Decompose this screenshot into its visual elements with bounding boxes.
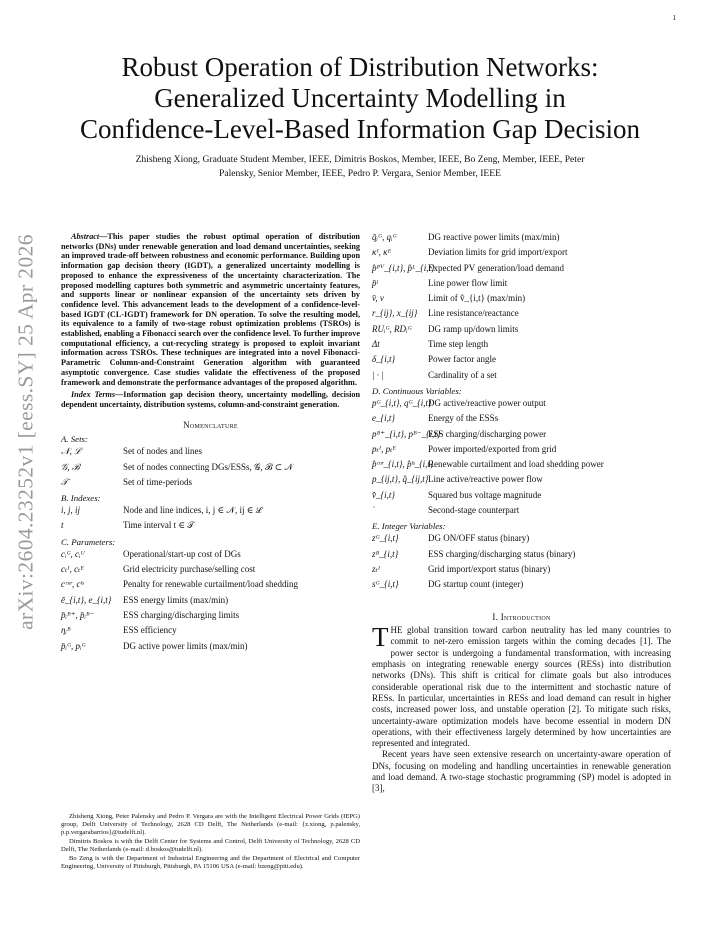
nomenclature-row xyxy=(372,579,671,594)
nomenclature-symbol: p̂ᶜᵘʳ_{i,t}, p̂ˡˢ_{i,t} xyxy=(372,459,434,470)
nomenclature-symbol: zₜᴵ xyxy=(372,563,381,574)
nomenclature-description: Line resistance/reactance xyxy=(428,308,519,319)
nomenclature-description: Time interval t ∈ 𝒯 xyxy=(123,520,195,531)
nomenclature-description: Power factor angle xyxy=(428,354,496,365)
nomenclature-row xyxy=(61,625,360,640)
nomenclature-row xyxy=(61,549,360,564)
arxiv-stamp xyxy=(4,222,48,642)
nomenclature-row xyxy=(372,444,671,459)
nomenclature-description: ESS charging/discharging power xyxy=(428,428,547,439)
nomenclature-row xyxy=(372,398,671,413)
nomenclature-symbol: p̄ᵢᴳ, pᵢᴳ xyxy=(61,640,86,651)
nomenclature-symbol: zᴮ_{i,t} xyxy=(372,548,399,559)
intro-text-1: global transition toward carbon neutrality has led many countries to commit to net-zero emission targets within the coming decades [1]. The power sector is undergoing a fundamental transformation, with increasing emphasis on integrating renewable energy sources (RESs) into distribution networks (DNs). This shift is critical for climate goals but also introduces considerable operational risk due to the intermittent and stochastic nature of RESs. In particular, uncertainties in RESs and load demand can result in higher costs, increased power loss, and unstable operation [2]. To mitigate such risks, uncertainty-aware optimization models have become essential in modern DN operations, with their effectiveness largely determined by how uncertainties are represented and integrated. xyxy=(372,625,671,749)
nomenclature-symbol: p̄ˡ xyxy=(372,277,378,288)
nomenclature-row xyxy=(61,641,360,656)
nomenclature-description: ESS efficiency xyxy=(123,625,177,636)
nomenclature-symbol: sᴳ_{i,t} xyxy=(372,579,399,590)
author-list xyxy=(48,153,672,180)
nomenclature-symbol: p̄ᵢᴮ⁺, p̄ᵢᴮ⁻ xyxy=(61,609,95,620)
nomenclature-symbol: | · | xyxy=(372,369,384,380)
nomenclature-description: Line power flow limit xyxy=(428,277,508,288)
nomenclature-symbol: 𝒢, ℬ xyxy=(61,461,80,472)
nomenclature-symbol: p_{ij,t}, q̂_{ij,t} xyxy=(372,474,429,485)
nomenclature-symbol: t xyxy=(61,520,64,531)
nomenclature-symbol: cᵢᴳ, cᵢᵁ xyxy=(61,548,85,559)
nomenclature-row xyxy=(372,293,671,308)
nomenclature-row xyxy=(372,339,671,354)
nomenclature-subheading: A. Sets: xyxy=(61,434,88,445)
nomenclature-description: Operational/start-up cost of DGs xyxy=(123,548,241,559)
nomenclature-subheading: E. Integer Variables: xyxy=(372,521,446,532)
nomenclature-description: Squared bus voltage magnitude xyxy=(428,489,542,500)
right-column xyxy=(372,232,671,795)
nomenclature-symbol: pᴳ_{i,t}, qᴳ_{i,t} xyxy=(372,397,432,408)
index-terms-text: Information gap decision theory, uncertainty modelling, decision dependent uncertainty, distribution systems, column-and-constraint generation. xyxy=(61,390,360,409)
nomenclature-row xyxy=(61,505,360,520)
nomenclature-symbol: ηᵢᴮ xyxy=(61,625,71,636)
nomenclature-row xyxy=(372,324,671,339)
nomenclature-row xyxy=(61,520,360,535)
nomenclature-row xyxy=(61,477,360,492)
footnote: Dimitris Boskos is with the Delft Center for Systems and Control, Delft University of Technology, 2628 CD Delft, The Netherlands (e-mail: d.boskos@tudelft.nl). xyxy=(61,838,360,853)
nomenclature-symbol: p̂ᴾⱽ_{i,t}, p̂ᴸ_{i,t} xyxy=(372,262,435,273)
nomenclature-row xyxy=(372,429,671,444)
nomenclature-symbol: δ_{i,t} xyxy=(372,354,396,365)
nomenclature-symbol: q̄ᵢᴳ, qᵢᴳ xyxy=(372,232,397,242)
nomenclature-symbol: pₜᴵ, pₜᴱ xyxy=(372,443,396,454)
nomenclature-symbol: ˙ xyxy=(372,505,375,516)
nomenclature-description: Line active/reactive power flow xyxy=(428,474,543,485)
nomenclature-symbol: Δt xyxy=(372,339,380,350)
nomenclature-row xyxy=(372,533,671,548)
nomenclature-row xyxy=(61,564,360,579)
footnote: Zhisheng Xiong, Peter Palensky and Pedro P. Vergara are with the Intelligent Electrical Power Grids (IEPG) group, Delft University of Technology, 2628 CD Delft, The Netherlands (e-mail: {z.xiong, p.palensky, p.p.vergarabarrios}@tudelft.nl). xyxy=(61,813,360,836)
nomenclature-row xyxy=(372,413,671,428)
nomenclature-description: ESS energy limits (max/min) xyxy=(123,594,229,605)
nomenclature-row xyxy=(372,278,671,293)
nomenclature-row xyxy=(61,446,360,461)
nomenclature-row xyxy=(372,474,671,489)
nomenclature-description: Grid electricity purchase/selling cost xyxy=(123,564,256,575)
nomenclature-description: Power imported/exported from grid xyxy=(428,443,557,454)
nomenclature-row xyxy=(61,595,360,610)
nomenclature-description: DG active power limits (max/min) xyxy=(123,640,248,651)
abstract xyxy=(61,232,360,387)
intro-heading-text: I. Introduction xyxy=(492,611,551,622)
nomenclature-description: Energy of the ESSs xyxy=(428,413,499,424)
nomenclature-row xyxy=(372,247,671,262)
intro-paragraph-1 xyxy=(372,622,671,749)
nomenclature-description: Set of nodes and lines xyxy=(123,446,202,457)
nomenclature-symbol: RUᵢᴳ, RDᵢᴳ xyxy=(372,323,412,334)
nomenclature-description: DG ON/OFF status (binary) xyxy=(428,533,530,544)
nomenclature-symbol: i, j, ij xyxy=(61,505,81,516)
nomenclature-heading: Nomenclature xyxy=(183,419,238,430)
nomenclature-description: DG reactive power limits (max/min) xyxy=(428,232,560,242)
nomenclature-row xyxy=(372,308,671,323)
nomenclature-right xyxy=(372,232,671,595)
author-line: Zhisheng Xiong, Graduate Student Member, IEEE, Dimitris Boskos, Member, IEEE, Bo Zeng, Member, IEEE, Peter xyxy=(135,154,585,165)
nomenclature-description: Deviation limits for grid import/export xyxy=(428,247,568,258)
nomenclature-description: Grid import/export status (binary) xyxy=(428,563,551,574)
title-line: Generalized Uncertainty Modelling in xyxy=(154,83,566,113)
nomenclature-description: DG startup count (integer) xyxy=(428,579,524,590)
nomenclature-symbol: ē_{i,t}, e_{i,t} xyxy=(61,594,112,605)
nomenclature-row xyxy=(372,490,671,505)
nomenclature-description: Penalty for renewable curtailment/load shedding xyxy=(123,579,298,590)
nomenclature-description: Cardinality of a set xyxy=(428,369,497,380)
nomenclature-row xyxy=(372,564,671,579)
title-line: Robust Operation of Distribution Networks: xyxy=(121,52,599,82)
abstract-text: This paper studies the robust optimal operation of distribution networks (DNs) under renewable generation and load demand uncertainties, seeking an improved trade-off between robustness and economic performance. Building upon information gap decision theory (IGDT), a generalized uncertainty modelling is proposed to enhance the expressiveness of the uncertainty characterization. The proposed modelling captures both symmetric and asymmetric uncertainty features, and supports linear or nonlinear expansion of the uncertainty sets driven by confidence level. This advancement leads to the development of a confidence-level-based IGDT (CL-IGDT) framework for DN operation. To solve the resulting model, its equivalence to a family of two-stage robust optimization problems (TSROs) is established, enabling a Fibonacci search over the confidence level. To further improve computational efficiency, a cut-recycling strategy is proposed to exploit invariant information across TSROs. These techniques are integrated into a novel Fibonacci-Parametric Column-and-Constraint Generation algorithm with guaranteed asymptotic convergence. Case studies validate the effectiveness of the proposed framework and demonstrate the performance advantages of the proposed algorithm. xyxy=(61,232,360,387)
nomenclature-description: DG active/reactive power output xyxy=(428,397,546,408)
abstract-label: Abstract— xyxy=(71,232,108,241)
nomenclature-subheading: D. Continuous Variables: xyxy=(372,385,462,396)
nomenclature-description: Time step length xyxy=(428,339,489,350)
nomenclature-row xyxy=(372,459,671,474)
drop-cap: T xyxy=(372,622,389,653)
left-column xyxy=(61,232,360,656)
nomenclature-symbol: pᴮ⁺_{i,t}, pᴮ⁻_{i,t} xyxy=(372,428,441,439)
nomenclature-row xyxy=(372,370,671,385)
nomenclature-subheading: C. Parameters: xyxy=(61,536,116,547)
nomenclature-description: Set of nodes connecting DGs/ESSs, 𝒢, ℬ ⊂ 𝒩 xyxy=(123,461,294,472)
nomenclature-description: Set of time-periods xyxy=(123,476,192,487)
nomenclature-row xyxy=(372,354,671,369)
nomenclature-description: ESS charging/discharging status (binary) xyxy=(428,548,576,559)
nomenclature-description: Node and line indices, i, j ∈ 𝒩, ij ∈ ℒ xyxy=(123,505,263,516)
intro-first-word: HE xyxy=(390,625,403,636)
nomenclature-row xyxy=(372,549,671,564)
nomenclature-row xyxy=(61,579,360,594)
footnote: Bo Zeng is with the Department of Industrial Engineering and the Department of Electrical and Computer Engineering, University of Pittsburgh, Pittsburgh, PA 15106 USA (e-mail: bzeng@pitt.edu). xyxy=(61,855,360,870)
arxiv-stamp-text: arXiv:2604.23252v1 [eess.SY] 25 Apr 2026 xyxy=(13,234,38,630)
title-line: Confidence-Level-Based Information Gap Decision xyxy=(79,114,641,144)
nomenclature-row xyxy=(372,232,671,247)
section-heading-introduction xyxy=(372,612,671,623)
nomenclature-description: ESS charging/discharging limits xyxy=(123,609,240,620)
nomenclature-row xyxy=(61,610,360,625)
author-line: Palensky, Senior Member, IEEE, Pedro P. Vergara, Senior Member, IEEE xyxy=(218,167,501,179)
nomenclature-subheading: B. Indexes: xyxy=(61,493,101,504)
nomenclature-symbol: v̂_{i,t} xyxy=(372,489,395,500)
nomenclature-description: DG ramp up/down limits xyxy=(428,323,519,334)
nomenclature-row xyxy=(372,505,671,520)
nomenclature-description: Second-stage counterpart xyxy=(428,505,520,516)
intro-paragraph-2: Recent years have seen extensive research on uncertainty-aware operation of DNs, focusing on modeling and handling uncertainties in renewable generation and load demand. A two-stage stochastic programming (SP) model is adopted in [3], xyxy=(372,749,671,794)
nomenclature-symbol: cᶜᵘʳ, cˡˢ xyxy=(61,579,84,590)
paper-title xyxy=(40,52,680,145)
index-terms xyxy=(61,390,360,409)
nomenclature-description: Expected PV generation/load demand xyxy=(428,262,565,273)
nomenclature-symbol: r_{ij}, x_{ij} xyxy=(372,308,418,319)
nomenclature-symbol: zᴳ_{i,t} xyxy=(372,533,399,544)
nomenclature-symbol: 𝒩, ℒ xyxy=(61,446,81,457)
index-terms-label: Index Terms— xyxy=(71,390,124,400)
nomenclature-row xyxy=(372,263,671,278)
nomenclature-description: Renewable curtailment and load shedding power xyxy=(428,459,604,470)
nomenclature-row xyxy=(61,462,360,477)
nomenclature-symbol: 𝒯 xyxy=(61,476,68,487)
author-footnotes xyxy=(61,813,360,872)
page-number: 1 xyxy=(672,14,676,22)
nomenclature-symbol: cₜᴵ, cₜᴱ xyxy=(61,564,84,575)
nomenclature-description: Limit of v̂_{i,t} (max/min) xyxy=(428,293,526,304)
nomenclature-symbol: κᴵ, κᴱ xyxy=(372,247,392,258)
nomenclature-symbol: v̄, v xyxy=(372,293,384,304)
nomenclature-symbol: e_{i,t} xyxy=(372,413,395,424)
nomenclature-left xyxy=(61,434,360,656)
